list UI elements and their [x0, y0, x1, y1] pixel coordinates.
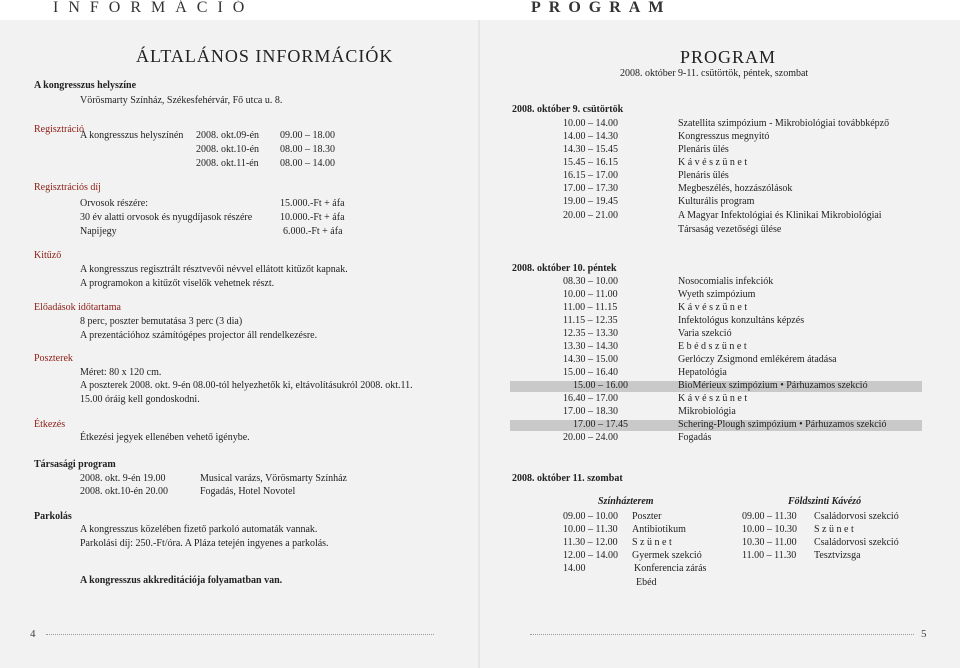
day2-time: 16.40 – 17.00 [563, 393, 618, 404]
day2-time: 12.35 – 13.30 [563, 328, 618, 339]
day3-col1-title: Színházterem [598, 496, 654, 507]
day3-col1-time: 09.00 – 10.00 [563, 511, 618, 522]
registration-heading: Regisztráció [34, 124, 84, 135]
day1-time: 19.00 – 19.45 [563, 196, 618, 207]
social-date: 2008. okt.10-én 20.00 [80, 486, 169, 497]
day2-item: K á v é s z ü n e t [678, 393, 748, 404]
day2-time: 15.00 – 16.00 [573, 380, 628, 391]
day1-time: 16.15 – 17.00 [563, 170, 618, 181]
day1-item: Plenáris ülés [678, 170, 729, 181]
day1-item: Megbeszélés, hozzászólások [678, 183, 793, 194]
day1-item: Szatellita szimpózium - Mikrobiológiai továbbképző [678, 118, 890, 129]
day2-item: Schering-Plough szimpózium • Párhuzamos szekció [678, 419, 887, 430]
registration-date: 2008. okt.09-én [196, 130, 260, 141]
footer-rule-right [530, 634, 914, 635]
page-divider [478, 20, 480, 668]
badge-line: A programokon a kitűzőt viselők vehetnek részt. [80, 278, 275, 289]
meals-heading: Étkezés [34, 419, 66, 430]
fee-heading: Regisztrációs díj [34, 182, 101, 193]
day2-time: 08.30 – 10.00 [563, 276, 618, 287]
header-right-title: PROGRAM [531, 0, 672, 16]
day2-item: BioMérieux szimpózium • Párhuzamos szekció [678, 380, 868, 391]
day2-item: Varia szekció [678, 328, 732, 339]
day2-time: 10.00 – 11.00 [563, 289, 618, 300]
day3-col2-item: Családorvosi szekció [814, 511, 899, 522]
fee-label: Napijegy [80, 226, 117, 237]
registration-date: 2008. okt.10-én [196, 144, 260, 155]
day2-time: 17.00 – 17.45 [573, 419, 628, 430]
day1-time: 15.45 – 16.15 [563, 157, 618, 168]
badge-heading: Kitűző [34, 250, 62, 261]
day3-col1-item: Ebéd [636, 577, 657, 588]
parking-heading: Parkolás [34, 511, 72, 522]
day3-col1-item: Gyermek szekció [632, 550, 702, 561]
day2-time: 17.00 – 18.30 [563, 406, 618, 417]
day3-col2-item: S z ü n e t [814, 524, 854, 535]
fee-value: 10.000.-Ft + áfa [280, 212, 345, 223]
day1-time: 14.30 – 15.45 [563, 144, 618, 155]
day3-col1-item: Antibiotikum [632, 524, 686, 535]
day2-time: 14.30 – 15.00 [563, 354, 618, 365]
day1-item: Társaság vezetőségi ülése [678, 224, 782, 235]
day2-time: 11.15 – 12.35 [563, 315, 618, 326]
right-page-title: PROGRAM [680, 47, 777, 67]
day3-col2-title: Földszinti Kávézó [788, 496, 862, 507]
registration-time: 08.00 – 14.00 [280, 158, 335, 169]
day2-time: 15.00 – 16.40 [563, 367, 618, 378]
day3-col2-time: 10.00 – 10.30 [742, 524, 797, 535]
day1-item: Kulturális program [678, 196, 755, 207]
day3-col1-item: Poszter [632, 511, 662, 522]
fee-label: 30 év alatti orvosok és nyugdíjasok részére [80, 212, 253, 223]
parking-line: Parkolási díj: 250.-Ft/óra. A Pláza tetején ingyenes a parkolás. [80, 538, 329, 549]
page-number-left: 4 [30, 628, 36, 640]
social-text: Musical varázs, Vörösmarty Színház [200, 473, 347, 484]
day2-item: Fogadás [678, 432, 712, 443]
meals-line: Étkezési jegyek ellenében vehető igénybe. [80, 432, 250, 443]
social-date: 2008. okt. 9-én 19.00 [80, 473, 166, 484]
day1-time: 17.00 – 17.30 [563, 183, 618, 194]
day1-item: A Magyar Infektológiai és Klinikai Mikrobiológiai [678, 210, 882, 221]
talks-line: A prezentációhoz számítógépes projector áll rendelkezésre. [80, 330, 318, 341]
day2-item: K á v é s z ü n e t [678, 302, 748, 313]
registration-label: A kongresszus helyszínén [80, 130, 184, 141]
program-subtitle: 2008. október 9-11. csütörtök, péntek, szombat [620, 68, 809, 79]
day3-heading: 2008. október 11. szombat [512, 473, 623, 484]
day1-item: Kongresszus megnyitó [678, 131, 770, 142]
venue-text: Vörösmarty Színház, Székesfehérvár, Fő utca u. 8. [80, 95, 283, 106]
day2-time: 13.30 – 14.30 [563, 341, 618, 352]
day1-time: 10.00 – 14.00 [563, 118, 618, 129]
left-page-title: ÁLTALÁNOS INFORMÁCIÓK [136, 46, 394, 66]
day3-col1-item: S z ü n e t [632, 537, 672, 548]
day1-time: 14.00 – 14.30 [563, 131, 618, 142]
day3-col1-time: 14.00 [563, 563, 586, 574]
day3-col1-time: 11.30 – 12.00 [563, 537, 618, 548]
day1-time: 20.00 – 21.00 [563, 210, 618, 221]
registration-time: 09.00 – 18.00 [280, 130, 335, 141]
day2-time: 20.00 – 24.00 [563, 432, 618, 443]
venue-heading: A kongresszus helyszíne [34, 80, 137, 91]
day2-item: Mikrobiológia [678, 406, 736, 417]
fee-label: Orvosok részére: [80, 198, 149, 209]
poster-line: A poszterek 2008. okt. 9-én 08.00-tól helyezhetők ki, eltávolításukról 2008. okt.11. [80, 380, 413, 391]
footer-rule-left [46, 634, 434, 635]
social-text: Fogadás, Hotel Novotel [200, 486, 296, 497]
day3-col1-time: 10.00 – 11.30 [563, 524, 618, 535]
page-number-right: 5 [921, 628, 927, 640]
day3-col2-time: 10.30 – 11.00 [742, 537, 797, 548]
day2-item: E b é d s z ü n e t [678, 341, 747, 352]
header-left-title: INFORMÁCIÓ [53, 0, 255, 16]
day2-item: Hepatológia [678, 367, 727, 378]
day3-col2-item: Családorvosi szekció [814, 537, 899, 548]
fee-value: 15.000.-Ft + áfa [280, 198, 345, 209]
day3-col2-time: 11.00 – 11.30 [742, 550, 797, 561]
day2-item: Gerlóczy Zsigmond emlékérem átadása [678, 354, 837, 365]
poster-line: Méret: 80 x 120 cm. [80, 367, 162, 378]
day2-item: Nosocomialis infekciók [678, 276, 774, 287]
day2-heading: 2008. október 10. péntek [512, 263, 617, 274]
parking-line: A kongresszus közelében fizető parkoló automaták vannak. [80, 524, 318, 535]
day2-item: Wyeth szimpózium [678, 289, 756, 300]
day3-col2-time: 09.00 – 11.30 [742, 511, 797, 522]
fee-value: 6.000.-Ft + áfa [283, 226, 343, 237]
talks-line: 8 perc, poszter bemutatása 3 perc (3 dia) [80, 316, 243, 327]
day2-item: Infektológus konzultáns képzés [678, 315, 805, 326]
day3-col2-item: Tesztvizsga [814, 550, 861, 561]
day3-col1-time: 12.00 – 14.00 [563, 550, 618, 561]
badge-line: A kongresszus regisztrált résztvevői névvel ellátott kitűzőt kapnak. [80, 264, 348, 275]
registration-date: 2008. okt.11-én [196, 158, 259, 169]
poster-heading: Poszterek [34, 353, 73, 364]
day2-time: 11.00 – 11.15 [563, 302, 618, 313]
day1-heading: 2008. október 9. csütörtök [512, 104, 624, 115]
day1-item: Plenáris ülés [678, 144, 729, 155]
social-heading: Társasági program [34, 459, 116, 470]
poster-line: 15.00 óráig kell gondoskodni. [80, 394, 200, 405]
accreditation-note: A kongresszus akkreditációja folyamatban van. [80, 575, 283, 586]
day1-item: K á v é s z ü n e t [678, 157, 748, 168]
registration-time: 08.00 – 18.30 [280, 144, 335, 155]
talks-heading: Előadások időtartama [34, 302, 121, 313]
day3-col1-item: Konferencia zárás [634, 563, 707, 574]
